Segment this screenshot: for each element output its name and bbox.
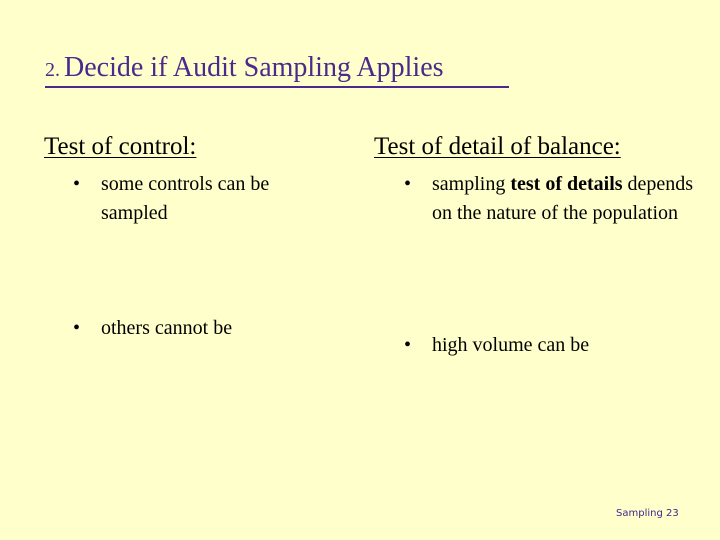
title-number: 2. [45,59,60,81]
bullet-glyph: • [73,173,81,195]
bullet-glyph: • [73,317,81,339]
bullet-text: high volume can be [432,334,590,356]
bullet-text-post: depends on the nature of the population [432,173,694,224]
title-underline [45,86,509,88]
right-bullet-1 [404,170,694,228]
bullet-text-pre: sampling [432,173,511,195]
bullet-text-bold: test of details [510,173,623,195]
bullet-text [432,170,694,228]
left-bullet-1 [73,170,323,228]
right-bullet-2 [404,331,694,360]
bullet-text: some controls can be sampled [101,173,270,224]
bullet-glyph: • [404,334,412,356]
bullet-glyph: • [404,173,412,195]
right-column-heading: Test of detail of balance: [374,133,621,160]
bullet-text: others cannot be [101,317,233,339]
slide-footer: Sampling 23 [616,508,679,519]
slide-title [45,52,444,84]
left-column-heading: Test of control: [44,133,197,160]
left-bullet-2 [73,314,323,343]
title-text: Decide if Audit Sampling Applies [64,52,444,83]
